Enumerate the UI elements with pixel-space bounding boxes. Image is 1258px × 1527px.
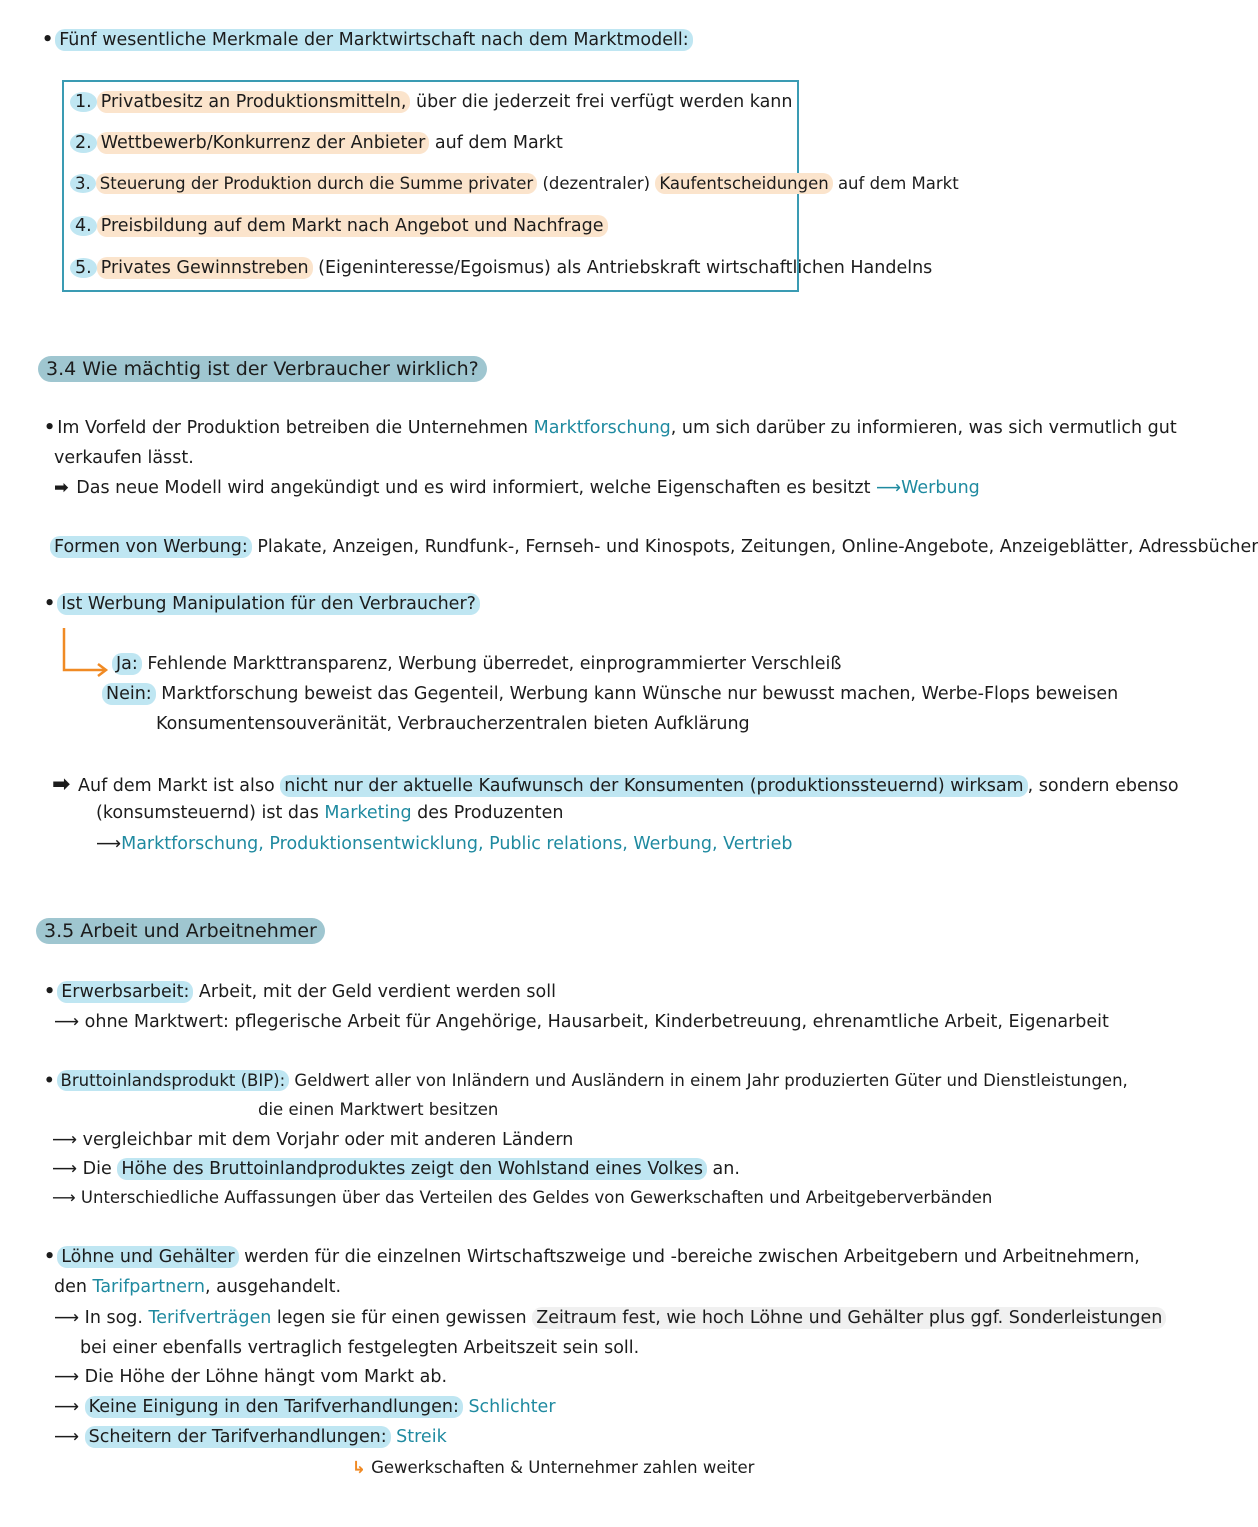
s35-bip: • Bruttoinlandsprodukt (BIP): Geldwert aller von Inländern und Ausländern in einem Jahr produzierten Güter und Dienstleistungen, <box>44 1071 1128 1090</box>
s35-loehne: • Löhne und Gehälter werden für die einzelnen Wirtschaftszweige und -bereiche zwischen Arbeitgebern und Arbeitnehmern, <box>44 1247 1140 1267</box>
s34-forms: Formen von Werbung: Plakate, Anzeigen, Rundfunk-, Fernseh- und Kinospots, Zeitungen, Online-Angebote, Anzeigeblätter, Adressbücher <box>50 537 1258 557</box>
feature-5: 5. Privates Gewinnstreben (Eigeninteresse/Egoismus) als Antriebskraft wirtschaftlichen Handelns <box>70 258 932 278</box>
s35-erwerbsarbeit: • Erwerbsarbeit: Arbeit, mit der Geld verdient werden soll <box>44 982 556 1002</box>
s35-markt: ⟶ Die Höhe der Löhne hängt vom Markt ab. <box>54 1367 448 1387</box>
feature-1: 1. Privatbesitz an Produktionsmitteln, über die jederzeit frei verfügt werden kann <box>70 92 792 112</box>
s35-scheitern: ⟶ Scheitern der Tarifverhandlungen: Streik <box>54 1427 447 1447</box>
section-3-4-title: 3.4 Wie mächtig ist der Verbraucher wirklich? <box>38 356 487 382</box>
s35-bip-a3: ⟶ Unterschiedliche Auffassungen über das Verteilen des Geldes von Gewerkschaften und Arbeitgeberverbänden <box>52 1188 993 1207</box>
s35-ohne-marktwert: ⟶ ohne Marktwert: pflegerische Arbeit für Angehörige, Hausarbeit, Kinderbetreuung, ehrenamtliche Arbeit, Eigenarbeit <box>54 1012 1109 1032</box>
s34-conclusion-cont: (konsumsteuernd) ist das Marketing des Produzenten <box>96 803 564 823</box>
s34-ja: Ja: Fehlende Markttransparenz, Werbung überredet, einprogrammierter Verschleiß <box>112 654 841 674</box>
feature-3: 3. Steuerung der Produktion durch die Summe privater (dezentraler) Kaufentscheidungen auf dem Markt <box>70 174 959 193</box>
s35-bip-a1: ⟶ vergleichbar mit dem Vorjahr oder mit anderen Ländern <box>52 1130 574 1150</box>
s34-marketing-list: ⟶Marktforschung, Produktionsentwicklung, Public relations, Werbung, Vertrieb <box>96 834 793 854</box>
s34-conclusion: ➡ Auf dem Markt ist also nicht nur der aktuelle Kaufwunsch der Konsumenten (produktionssteuernd) wirksam , sondern ebenso <box>52 772 1179 797</box>
s34-nein-cont: Konsumentensouveränität, Verbraucherzentralen bieten Aufklärung <box>156 714 750 734</box>
s34-p1-cont: verkaufen lässt. <box>54 448 194 468</box>
section-3-5-title: 3.5 Arbeit und Arbeitnehmer <box>36 918 325 944</box>
intro-heading: • Fünf wesentliche Merkmale der Marktwirtschaft nach dem Marktmodell: <box>42 30 693 50</box>
s35-tarifvertraege: ⟶ In sog. Terifverträgen legen sie für einen gewissen Zeitraum fest, wie hoch Löhne und Gehälter plus ggf. Sonderleistungen <box>54 1308 1166 1328</box>
s35-bip-a2: ⟶ Die Höhe des Bruttoinlandproduktes zeigt den Wohlstand eines Volkes an. <box>52 1159 740 1179</box>
s34-p2: ➡ Das neue Modell wird angekündigt und es wird informiert, welche Eigenschaften es besitzt ⟶Werbung <box>54 478 980 498</box>
feature-2: 2. Wettbewerb/Konkurrenz der Anbieter auf dem Markt <box>70 133 563 153</box>
s35-tarifvertraege-cont: bei einer ebenfalls vertraglich festgelegten Arbeitszeit sein soll. <box>80 1338 640 1358</box>
s34-nein: Nein: Marktforschung beweist das Gegenteil, Werbung kann Wünsche nur bewusst machen, Werbe-Flops beweisen <box>102 684 1118 704</box>
branch-arrow-icon <box>58 626 114 676</box>
s34-p1: • Im Vorfeld der Produktion betreiben die Unternehmen Marktforschung, um sich darüber zu informieren, was sich vermutlich gut <box>44 418 1177 438</box>
s35-loehne-cont: den Tarifpartnern, ausgehandelt. <box>54 1277 342 1297</box>
s35-bip-cont: die einen Marktwert besitzen <box>258 1100 499 1119</box>
s35-einigung: ⟶ Keine Einigung in den Tarifverhandlungen: Schlichter <box>54 1397 556 1417</box>
s35-streik-note: ↳ Gewerkschaften & Unternehmer zahlen weiter <box>352 1458 755 1477</box>
feature-4: 4. Preisbildung auf dem Markt nach Angebot und Nachfrage <box>70 216 608 236</box>
s34-question: • Ist Werbung Manipulation für den Verbraucher? <box>44 594 480 614</box>
